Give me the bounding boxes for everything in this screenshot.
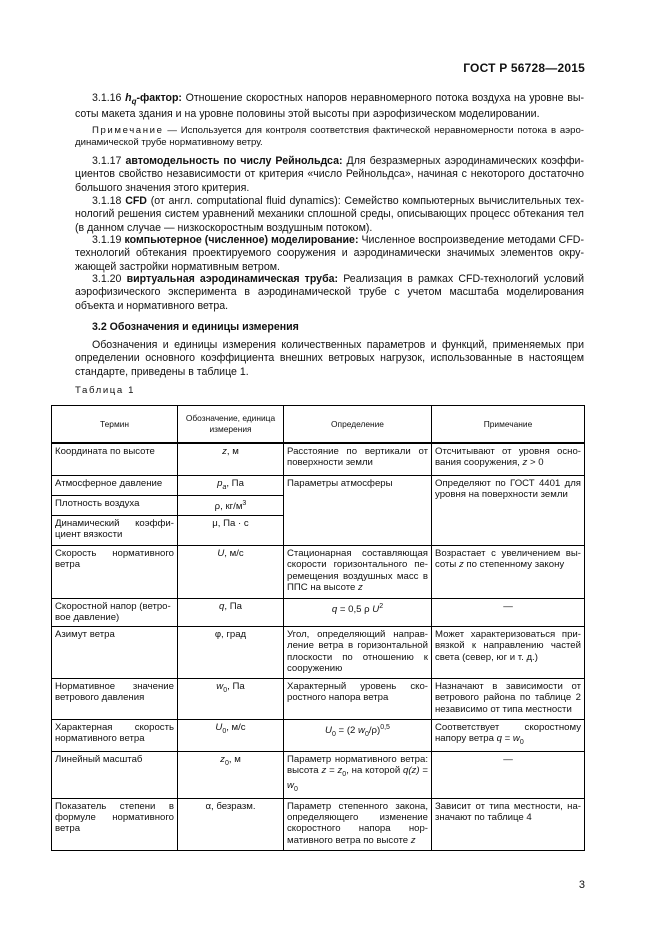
document-header: ГОСТ Р 56728—2015 (463, 61, 585, 75)
table-header-note: Примечание (432, 406, 585, 443)
table-header-definition: Определение (284, 406, 432, 443)
table-row: Показатель степени в формуле нормативного ветра α, безразм. Параметр степенного закона, определяющего изменение скоростного напора нормативного ветра по высоте z Зависит от типа местности, назначают по таблице 4 (52, 798, 585, 850)
table-header-symbol: Обозначение, единица измерения (178, 406, 284, 443)
table-row: Характерная скорость нормативного ветра $U_0$, м/с $U_0 = (2$ $w_0/\rho)^{0,5}$ Соответствует скоростному напору ветра $q = w_0$ (52, 719, 585, 751)
term-3-1-19: 3.1.19 компьютерное (численное) моделирование: Численное воспроизведение методами CFD-технологий обтекания проектируемого сооружения и аэродинамически значимых элементов окружающей застройки нормативным ветром. (75, 234, 584, 273)
table-caption: Таблица 1 (75, 385, 136, 396)
section-paragraph: Обозначения и единицы измерения количественных параметров и функций, применяемых при определении основного коэффициента внешних ветровых нагрузок, использованные в настоящем стандарте, приведены в таблице 1. (75, 339, 584, 378)
table-row: Координата по высоте z, м Расстояние по вертикали от поверхности земли Отсчитывают от уровня основания сооружения, z > 0 (52, 443, 585, 476)
page-number: 3 (578, 879, 585, 891)
symbols-table (51, 405, 585, 851)
table-header-term: Термин (52, 406, 178, 443)
table-row: Динамический коэффициент вязкости μ, Па · с (52, 515, 585, 545)
term-3-1-17: 3.1.17 автомодельность по числу Рейнольдса: Для безразмерных аэродинамических коэффициентов свойство независимости от критерия «число Рейнольдса», начиная с некоторого достаточно большого значения этого критерия. (75, 155, 584, 194)
table-row: Линейный масштаб $z_0$, м Параметр нормативного ветра: высота $z = z_0$, на которой $q(z) = w_0$ — (52, 751, 585, 798)
table-row: Нормативное значение ветрового давления $w_0$, Па Характерный уровень скоростного напора ветра Назначают в зависимости от ветрового района по таблице 2 независимо от типа местности (52, 678, 585, 719)
table-row: Скорость нормативного ветра U, м/с Стационарная составляющая скорости горизонтального перемещения воздушных масс в ППС на высоте z Возрастает с увеличением высоты z по степенному закону (52, 545, 585, 598)
term-3-1-20: 3.1.20 виртуальная аэродинамическая труба: Реализация в рамках CFD-технологий условий аэрофизического эксперимента в аэродинамической трубе с учетом масштаба моделирования объекта и нормативного ветра. (75, 273, 584, 312)
table-row: Скоростной напор (ветровое давление) q, Па q = 0,5 ρ $U^2$ — (52, 598, 585, 626)
note: Примечание — Используется для контроля соответствия фактической неравномерности потока в аэродинамической трубе нормативному ветру. (75, 125, 584, 148)
table-row: Азимут ветра φ, град Угол, определяющий направление ветра в горизонтальной плоскости по отношению к сооружению Может характеризоваться привязкой к направлению частей света (север, юг и т. д.) (52, 626, 585, 678)
term-3-1-18: 3.1.18 CFD (от англ. computational fluid dynamics): Семейство компьютерных вычислительных технологий решения систем уравнений механики сплошной среды, описывающих процесс обтекания тел (в данном случае — низкоскоростным воздушным потоком). (75, 195, 584, 234)
table-row: Плотность воздуха ρ, $кг/м^3$ (52, 496, 585, 516)
term-3-1-16: 3.1.16 $h_q$-фактор: Отношение скоростных напоров неравномерного потока воздуха на уровне высоты макета здания и на уровне половины этой высоты при аэрофизическом моделировании. (75, 92, 584, 121)
section-heading: 3.2 Обозначения и единицы измерения (92, 321, 299, 333)
table-row: Атмосферное давление $p_a$, Па Параметры атмосферы Определяют по ГОСТ 4401 для уровня на поверхности земли (52, 476, 585, 496)
